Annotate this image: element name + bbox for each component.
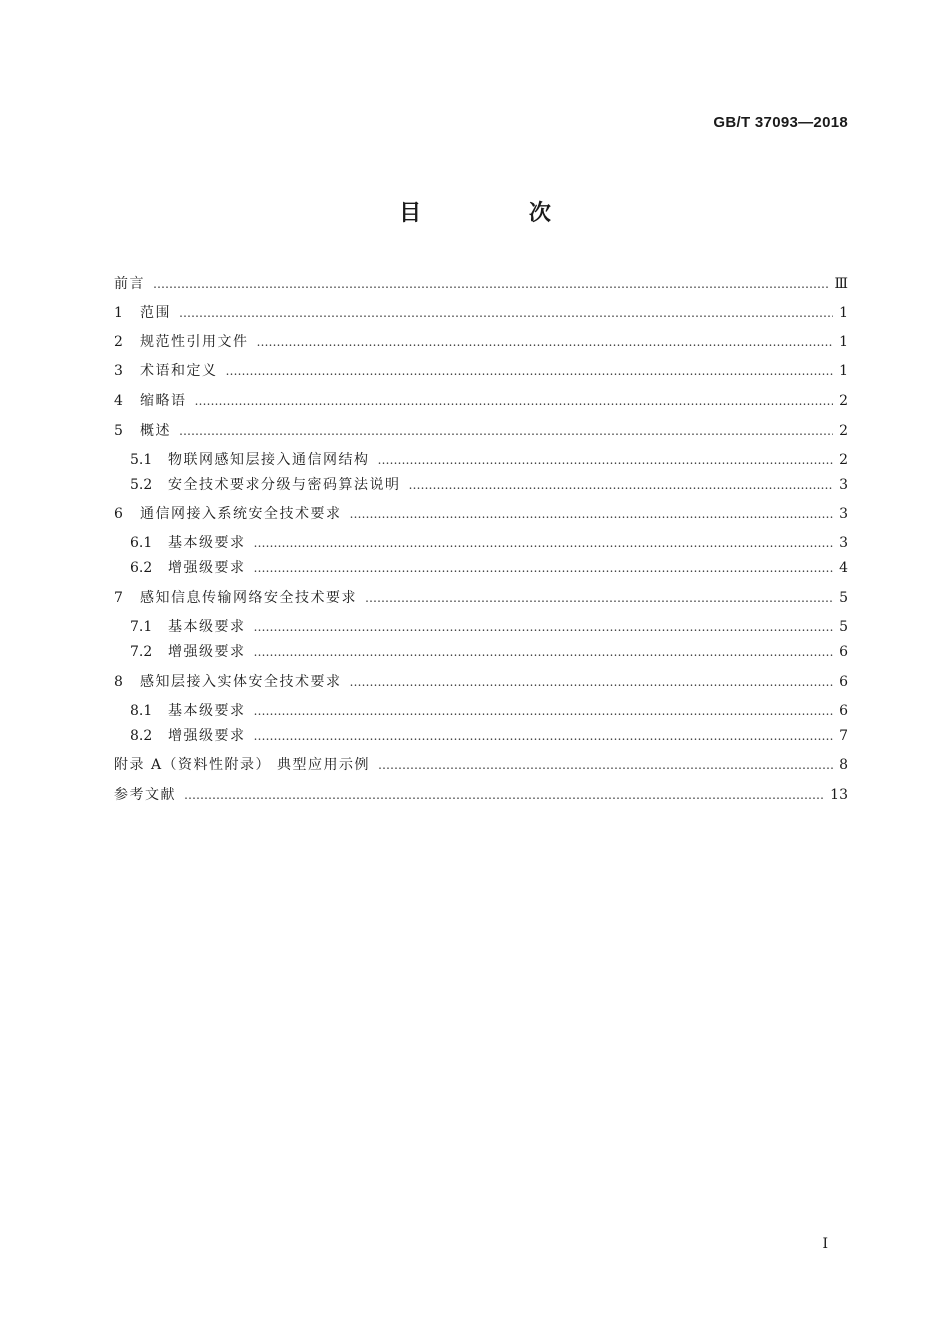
toc-entry-title: 增强级要求 bbox=[168, 728, 246, 744]
toc-leader-dots bbox=[184, 784, 824, 806]
toc-entry-page: 2 bbox=[839, 393, 848, 409]
toc-leader-dots bbox=[179, 302, 833, 324]
toc-entry[interactable] bbox=[114, 784, 848, 806]
toc-entry-page: 6 bbox=[839, 703, 848, 719]
toc-entry[interactable] bbox=[130, 725, 848, 747]
page-number: Ⅰ bbox=[822, 1236, 828, 1252]
toc-leader-dots bbox=[378, 754, 833, 776]
toc-entry-page: 13 bbox=[830, 787, 848, 803]
toc-leader-dots bbox=[226, 360, 834, 382]
toc-leader-dots bbox=[254, 725, 834, 747]
toc-entry-page: 3 bbox=[839, 477, 848, 493]
toc-entry-number: 2 bbox=[114, 334, 123, 350]
toc-leader-dots bbox=[153, 273, 828, 295]
toc-entry-number: 5.1 bbox=[130, 452, 153, 468]
toc-entry-page: 5 bbox=[839, 590, 848, 606]
toc-leader-dots bbox=[409, 474, 834, 496]
page-title: 目 次 bbox=[399, 201, 601, 226]
toc-entry[interactable] bbox=[114, 302, 848, 324]
toc-entry-number: 1 bbox=[114, 305, 123, 321]
toc-leader-dots bbox=[195, 390, 834, 412]
toc-entry[interactable] bbox=[130, 557, 848, 579]
toc-entry[interactable] bbox=[114, 390, 848, 412]
toc-entry-number: 4 bbox=[114, 393, 123, 409]
toc-entry-number: 8 bbox=[114, 674, 123, 690]
toc-entry-title: 范围 bbox=[140, 305, 171, 321]
toc-entry[interactable] bbox=[130, 641, 848, 663]
toc-entry-page: 2 bbox=[839, 452, 848, 468]
toc-entry-number: 8.1 bbox=[130, 703, 153, 719]
toc-leader-dots bbox=[254, 616, 834, 638]
toc-leader-dots bbox=[254, 532, 834, 554]
toc-entry[interactable] bbox=[130, 700, 848, 722]
toc-entry-title: 附录 A（资料性附录） 典型应用示例 bbox=[114, 757, 371, 773]
toc-entry[interactable] bbox=[114, 671, 848, 693]
toc-entry-title: 规范性引用文件 bbox=[140, 334, 249, 350]
toc-entry[interactable] bbox=[114, 273, 848, 295]
toc-entry-page: 3 bbox=[839, 506, 848, 522]
toc-leader-dots bbox=[350, 671, 834, 693]
toc-entry-page: 1 bbox=[839, 305, 848, 321]
toc-entry-page: 1 bbox=[839, 334, 848, 350]
toc-entry[interactable] bbox=[114, 420, 848, 442]
toc-entry[interactable] bbox=[114, 360, 848, 382]
toc-entry[interactable] bbox=[130, 474, 848, 496]
toc-entry-number: 8.2 bbox=[130, 728, 153, 744]
toc-leader-dots bbox=[378, 449, 834, 471]
toc-entry-title: 前言 bbox=[114, 276, 145, 292]
toc-entry-page: 3 bbox=[839, 535, 848, 551]
toc-leader-dots bbox=[254, 700, 834, 722]
toc-entry-number: 6.1 bbox=[130, 535, 153, 551]
standard-number: GB/T 37093—2018 bbox=[713, 114, 848, 131]
toc-entry-page: 6 bbox=[839, 644, 848, 660]
toc-entry-page: Ⅲ bbox=[834, 276, 848, 292]
toc-entry[interactable] bbox=[130, 449, 848, 471]
toc-entry-title: 缩略语 bbox=[140, 393, 187, 409]
toc-entry[interactable] bbox=[130, 616, 848, 638]
toc-entry-number: 5.2 bbox=[130, 477, 153, 493]
toc-leader-dots bbox=[254, 641, 834, 663]
toc-leader-dots bbox=[365, 587, 833, 609]
toc-entry-number: 3 bbox=[114, 363, 123, 379]
toc-entry-page: 2 bbox=[839, 423, 848, 439]
toc-leader-dots bbox=[254, 557, 834, 579]
toc-entry-page: 8 bbox=[839, 757, 848, 773]
toc-entry-number: 7 bbox=[114, 590, 123, 606]
toc-entry-title: 感知层接入实体安全技术要求 bbox=[140, 674, 342, 690]
toc-entry-page: 4 bbox=[839, 560, 848, 576]
toc-entry-title: 基本级要求 bbox=[168, 619, 246, 635]
toc-entry-number: 6 bbox=[114, 506, 123, 522]
toc-entry-number: 7.2 bbox=[130, 644, 153, 660]
toc-entry-number: 6.2 bbox=[130, 560, 153, 576]
toc-entry-title: 增强级要求 bbox=[168, 644, 246, 660]
toc-entry-number: 7.1 bbox=[130, 619, 153, 635]
toc-entry-title: 感知信息传输网络安全技术要求 bbox=[140, 590, 357, 606]
toc-leader-dots bbox=[350, 503, 834, 525]
toc-entry-page: 5 bbox=[839, 619, 848, 635]
toc-entry-number: 5 bbox=[114, 423, 123, 439]
toc-entry-page: 7 bbox=[839, 728, 848, 744]
toc-entry[interactable] bbox=[130, 532, 848, 554]
toc-entry-title: 参考文献 bbox=[114, 787, 176, 803]
toc-entry[interactable] bbox=[114, 503, 848, 525]
toc-entry-title: 安全技术要求分级与密码算法说明 bbox=[168, 477, 401, 493]
toc-leader-dots bbox=[257, 331, 834, 353]
toc-entry-title: 增强级要求 bbox=[168, 560, 246, 576]
toc-entry[interactable] bbox=[114, 331, 848, 353]
toc-entry-title: 概述 bbox=[140, 423, 171, 439]
toc-entry-title: 基本级要求 bbox=[168, 535, 246, 551]
toc-entry[interactable] bbox=[114, 587, 848, 609]
toc-entry-title: 术语和定义 bbox=[140, 363, 218, 379]
toc-entry-page: 1 bbox=[839, 363, 848, 379]
toc-entry[interactable] bbox=[114, 754, 848, 776]
toc-entry-title: 物联网感知层接入通信网结构 bbox=[168, 452, 370, 468]
toc-entry-title: 基本级要求 bbox=[168, 703, 246, 719]
toc-entry-title: 通信网接入系统安全技术要求 bbox=[140, 506, 342, 522]
toc-leader-dots bbox=[179, 420, 833, 442]
toc-entry-page: 6 bbox=[839, 674, 848, 690]
